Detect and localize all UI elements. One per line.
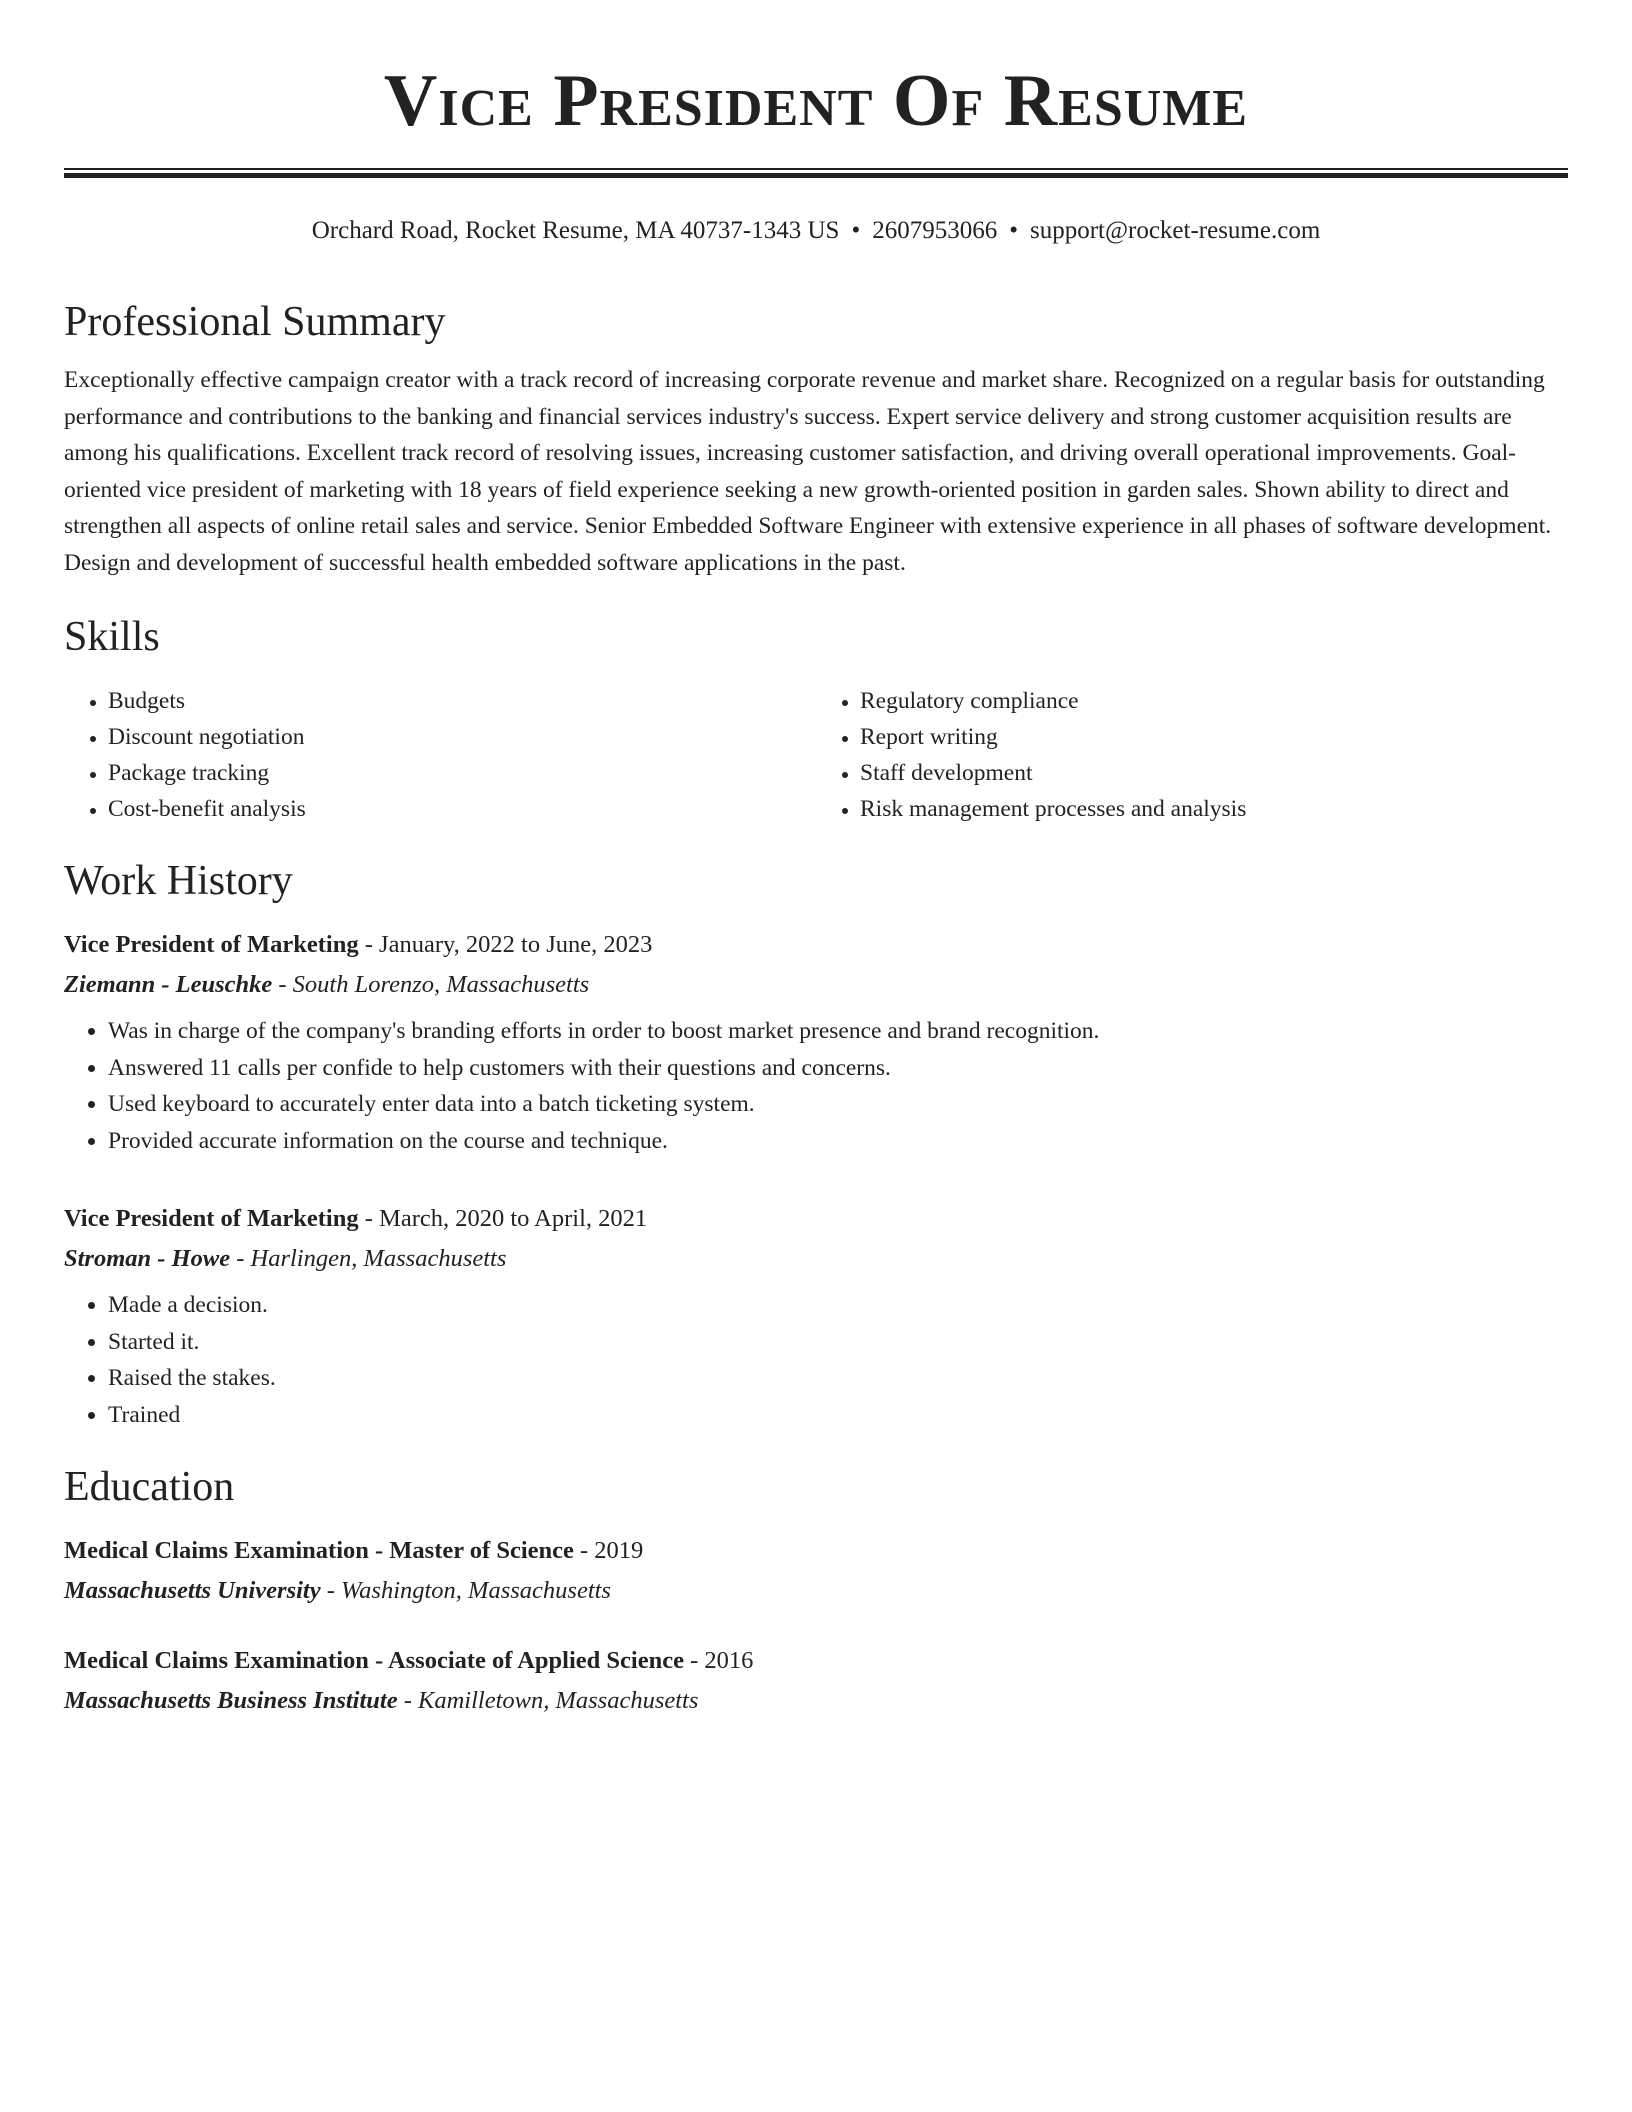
skill-item: • Risk management processes and analysis [860, 791, 1568, 827]
work-history-heading: Work History [64, 858, 293, 904]
job-company: Stroman - Howe [64, 1245, 231, 1272]
job-bullet: • Started it. [108, 1324, 1568, 1361]
job-company-line [64, 1239, 1568, 1279]
education-entry [64, 1641, 1568, 1721]
skill-item: • Budgets [108, 683, 816, 719]
job-position: Vice President of Marketing [64, 931, 359, 958]
skill-item: • Staff development [860, 755, 1568, 791]
contact-separator: • [1009, 217, 1018, 244]
education-school-line [64, 1571, 1568, 1611]
contact-separator: • [851, 217, 861, 244]
job-bullet: • Answered 11 calls per confide to help customers with their questions and concerns. [108, 1050, 1568, 1087]
contact-phone: 2607953066 [872, 217, 998, 244]
job-header [64, 925, 1568, 965]
job-header [64, 1199, 1568, 1239]
skills-column-right [816, 683, 1568, 827]
skill-item: • Cost-benefit analysis [108, 791, 816, 827]
resume-name: Vice President Of Resume [383, 60, 1249, 142]
contact-line [64, 214, 1568, 248]
job-bullets [64, 1287, 1568, 1433]
education-school: Massachusetts Business Institute [64, 1687, 398, 1714]
job-bullet: • Made a decision. [108, 1287, 1568, 1324]
job-bullet: • Raised the stakes. [108, 1360, 1568, 1397]
education-degree: Medical Claims Examination - Associate of Applied Science [64, 1647, 684, 1674]
job-dates: - January, 2022 to June, 2023 [358, 931, 653, 958]
skill-item: • Discount negotiation [108, 719, 816, 755]
job-company-line [64, 965, 1568, 1005]
job-bullet: • Used keyboard to accurately enter data into a batch ticketing system. [108, 1086, 1568, 1123]
job-entry [64, 925, 1568, 1159]
job-position: Vice President of Marketing [64, 1205, 359, 1232]
education-year: - 2019 [573, 1537, 644, 1564]
summary-text: Exceptionally effective campaign creator with a track record of increasing corporate revenue and market share. Recognized on a regular basis for outstanding performance and contributions to the banking and financial services industry's success. Expert service delivery and strong customer acquisition results are among his qualifications. Excellent track record of resolving issues, increasing customer satisfaction, and driving overall operational improvements. Goal-oriented vice president of marketing with 18 years of field experience seeking a new growth-oriented position in garden sales. Shown ability to direct and strengthen all aspects of online retail sales and service. Senior Embedded Software Engineer with extensive experience in all phases of software development. Design and development of successful health embedded software applications in the past. [64, 367, 1552, 576]
education-entry [64, 1531, 1568, 1611]
skill-item: • Report writing [860, 719, 1568, 755]
job-location: - South Lorenzo, Massachusetts [272, 971, 590, 998]
job-bullets [64, 1013, 1568, 1159]
skills-heading: Skills [64, 614, 160, 660]
education-header [64, 1531, 1568, 1571]
education-location: - Washington, Massachusetts [320, 1577, 611, 1604]
contact-address: Orchard Road, Rocket Resume, MA 40737-1343 US [311, 217, 840, 244]
skill-item: • Package tracking [108, 755, 816, 791]
contact-email: support@rocket-resume.com [1029, 217, 1321, 244]
skill-item: • Regulatory compliance [860, 683, 1568, 719]
job-entry [64, 1199, 1568, 1433]
education-year: - 2016 [683, 1647, 754, 1674]
summary-heading: Professional Summary [64, 299, 446, 345]
skills-column-left [64, 683, 816, 827]
education-heading: Education [64, 1464, 235, 1510]
job-bullet: • Provided accurate information on the course and technique. [108, 1123, 1568, 1160]
education-location: - Kamilletown, Massachusetts [397, 1687, 699, 1714]
education-school: Massachusetts University [64, 1577, 321, 1604]
job-dates: - March, 2020 to April, 2021 [358, 1205, 648, 1232]
job-company: Ziemann - Leuschke [64, 971, 273, 998]
education-degree: Medical Claims Examination - Master of Science [64, 1537, 574, 1564]
education-school-line [64, 1681, 1568, 1721]
job-location: - Harlingen, Massachusetts [230, 1245, 507, 1272]
header-divider [64, 168, 1568, 178]
job-bullet: • Was in charge of the company's branding efforts in order to boost market presence and brand recognition. [108, 1013, 1568, 1050]
skills-list [64, 683, 1568, 827]
job-bullet: • Trained [108, 1397, 1568, 1434]
education-header [64, 1641, 1568, 1681]
